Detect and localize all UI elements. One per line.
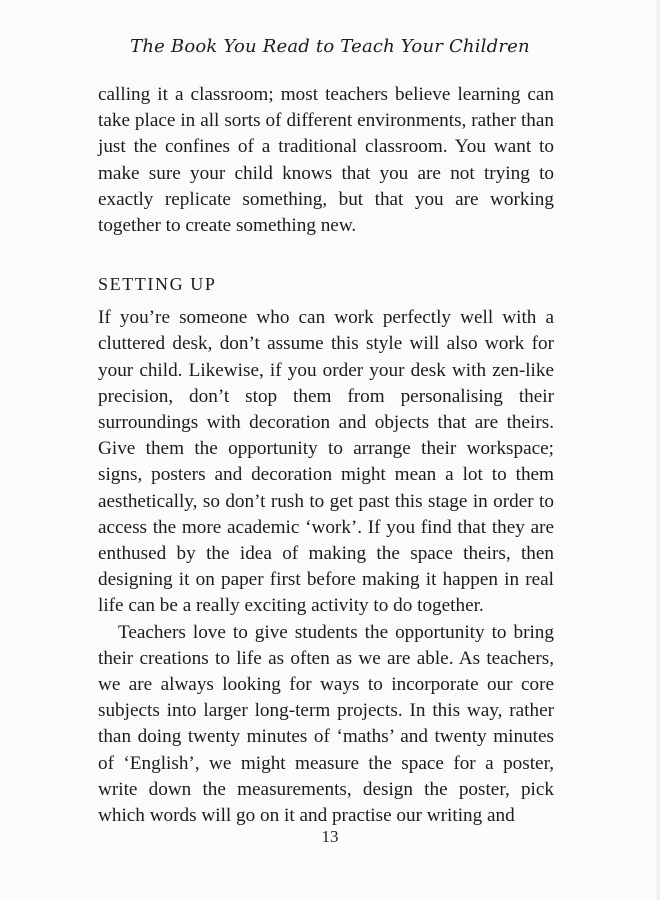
paragraph-continuation: calling it a classroom; most teachers believe learning can take place in all sorts of different environments, rather than just the confines of a traditional classroom. You want to make sure your child knows that you are not trying to exactly replicate something, but that you are working together to create something new. [98,84,554,237]
paragraph-setting-up: If you’re someone who can work perfectly well with a cluttered desk, don’t assume this style will also work for your child. Likewise, if you order your desk with zen-like precision, don’t stop them from personalising their surroundings with decoration and objects that are theirs. Give them the opportunity to arrange their workspace; signs, posters and decoration might mean a lot to them aesthetically, so don’t rush to get past this stage in order to access the more academic ‘work’. If you find that they are enthused by the idea of making the space theirs, then designing it on paper first before making it happen in real life can be a really exciting activity to do together. [98,307,554,617]
section-heading: SETTING UP [98,274,217,295]
page-number: 13 [321,827,339,846]
page-edge-shadow [654,0,660,900]
running-head: The Book You Read to Teach Your Children [130,36,530,57]
paragraph-teachers: Teachers love to give students the opportunity to bring their creations to life as often as we are able. As teachers, we are always looking for ways to incorporate our core subjects into larger long-term projects. In this way, rather than doing twenty minutes of ‘maths’ and twenty minutes of ‘English’, we might measure the space for a poster, write down the measurements, design the poster, pick which words will go on it and practise our writing and [98,621,554,827]
page-body [98,82,554,829]
